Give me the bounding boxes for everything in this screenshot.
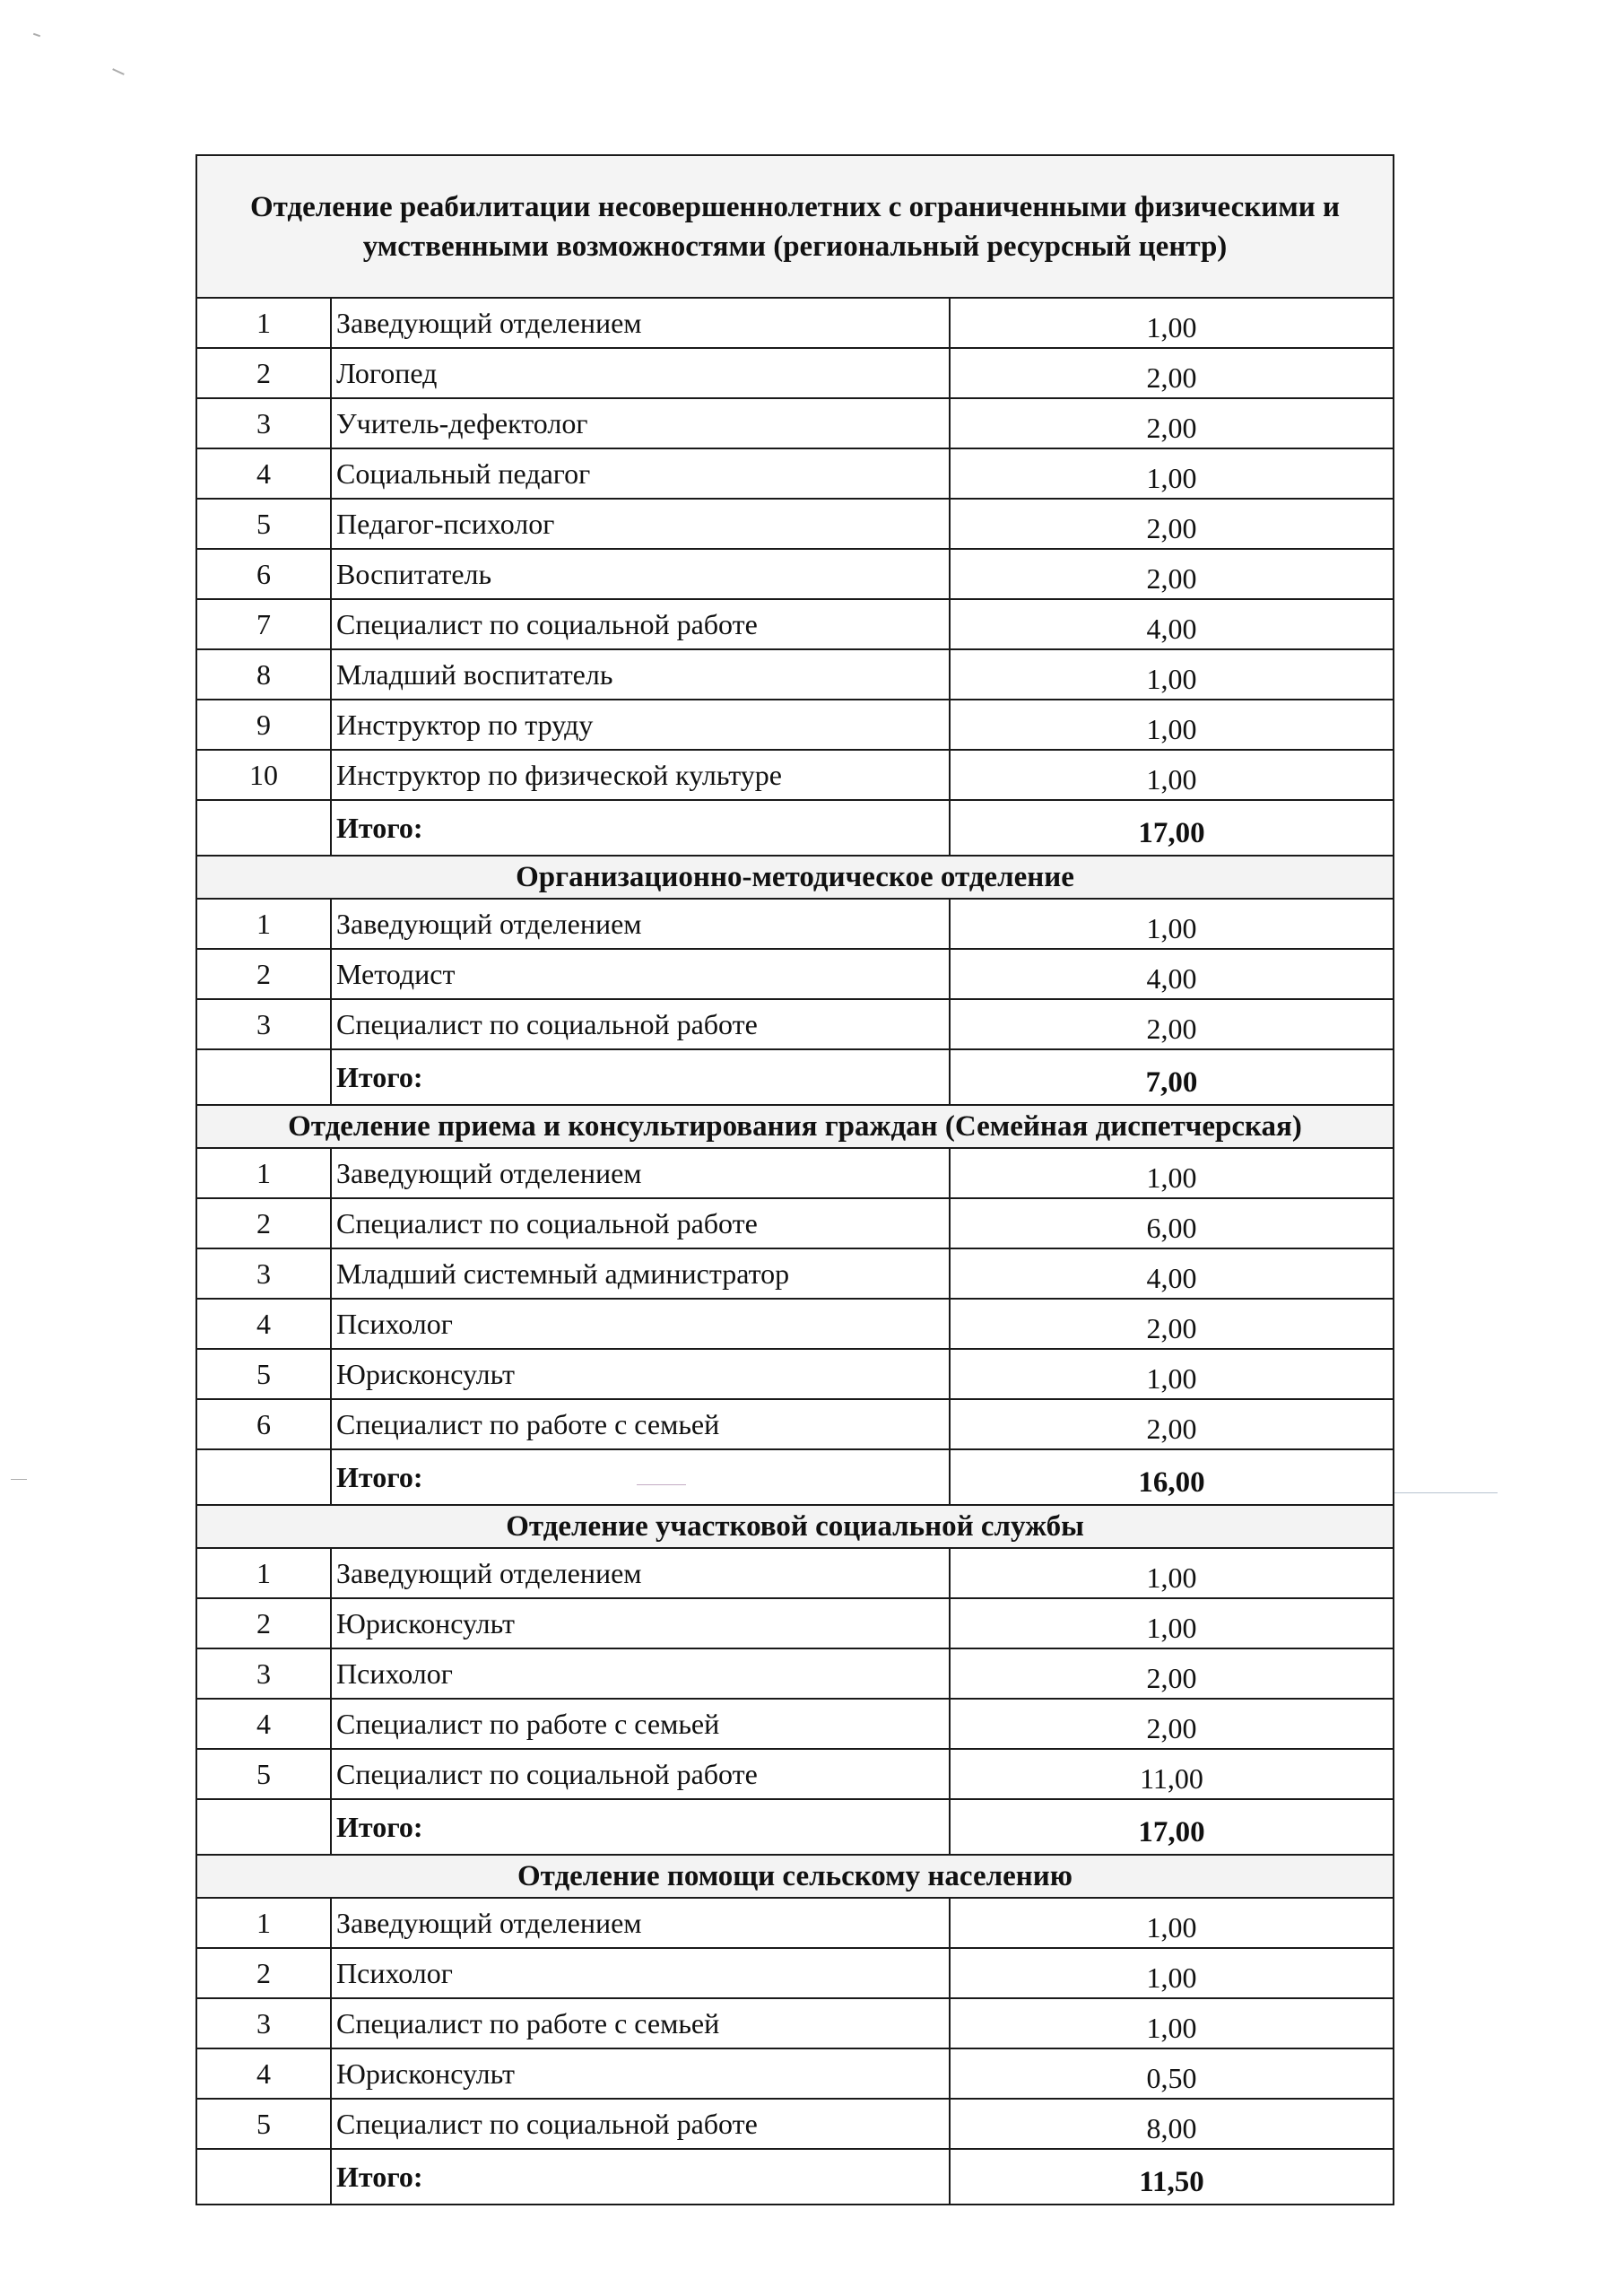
position-name: Воспитатель — [331, 549, 950, 599]
row-number: 9 — [196, 700, 331, 750]
total-row — [196, 800, 1394, 856]
position-name: Младший системный администратор — [331, 1248, 950, 1299]
row-number: 2 — [196, 1598, 331, 1648]
position-name: Специалист по работе с семьей — [331, 1699, 950, 1749]
total-label: Итого: — [331, 1799, 950, 1855]
position-name: Юрисконсульт — [331, 2048, 950, 2099]
table-row — [196, 700, 1394, 750]
row-number: 5 — [196, 499, 331, 549]
staff-rate: 1,00 — [950, 1548, 1394, 1598]
row-number: 3 — [196, 398, 331, 448]
table-row — [196, 1299, 1394, 1349]
scan-artifact — [112, 68, 125, 75]
position-name: Юрисконсульт — [331, 1598, 950, 1648]
total-value: 16,00 — [950, 1449, 1394, 1505]
staff-rate: 1,00 — [950, 448, 1394, 499]
staff-rate: 4,00 — [950, 1248, 1394, 1299]
position-name: Психолог — [331, 1299, 950, 1349]
staffing-table — [195, 154, 1394, 2205]
position-name: Методист — [331, 949, 950, 999]
staff-rate: 1,00 — [950, 1998, 1394, 2048]
row-number: 6 — [196, 549, 331, 599]
empty-cell — [196, 800, 331, 856]
section-header-row — [196, 1855, 1394, 1898]
table-row — [196, 750, 1394, 800]
position-name: Специалист по работе с семьей — [331, 1998, 950, 2048]
row-number: 1 — [196, 899, 331, 949]
table-row — [196, 1749, 1394, 1799]
row-number: 1 — [196, 298, 331, 348]
position-name: Специалист по социальной работе — [331, 599, 950, 649]
table-row — [196, 298, 1394, 348]
staff-rate: 1,00 — [950, 1148, 1394, 1198]
staff-rate: 4,00 — [950, 599, 1394, 649]
section-header-row — [196, 856, 1394, 899]
table-row — [196, 2099, 1394, 2149]
staff-rate: 0,50 — [950, 2048, 1394, 2099]
row-number: 2 — [196, 949, 331, 999]
total-label: Итого: — [331, 1449, 950, 1505]
table-row — [196, 2048, 1394, 2099]
total-row — [196, 2149, 1394, 2205]
staff-rate: 2,00 — [950, 348, 1394, 398]
table-row — [196, 649, 1394, 700]
section-title: Организационно-методическое отделение — [196, 856, 1394, 899]
row-number: 2 — [196, 1948, 331, 1998]
row-number: 4 — [196, 2048, 331, 2099]
staff-rate: 1,00 — [950, 1598, 1394, 1648]
position-name: Учитель-дефектолог — [331, 398, 950, 448]
position-name: Заведующий отделением — [331, 1148, 950, 1198]
table-row — [196, 499, 1394, 549]
position-name: Специалист по социальной работе — [331, 1749, 950, 1799]
table-row — [196, 1248, 1394, 1299]
section-title: Отделение участковой социальной службы — [196, 1505, 1394, 1548]
total-row — [196, 1449, 1394, 1505]
row-number: 5 — [196, 1349, 331, 1399]
total-label: Итого: — [331, 2149, 950, 2205]
row-number: 7 — [196, 599, 331, 649]
staff-rate: 1,00 — [950, 649, 1394, 700]
row-number: 1 — [196, 1148, 331, 1198]
row-number: 8 — [196, 649, 331, 700]
position-name: Инструктор по труду — [331, 700, 950, 750]
total-value: 17,00 — [950, 1799, 1394, 1855]
empty-cell — [196, 1049, 331, 1105]
table-row — [196, 1598, 1394, 1648]
position-name: Младший воспитатель — [331, 649, 950, 700]
row-number: 3 — [196, 999, 331, 1049]
staff-rate: 2,00 — [950, 1299, 1394, 1349]
staff-rate: 1,00 — [950, 1898, 1394, 1948]
total-label: Итого: — [331, 800, 950, 856]
table-row — [196, 949, 1394, 999]
section-title: Отделение помощи сельскому населению — [196, 1855, 1394, 1898]
row-number: 5 — [196, 2099, 331, 2149]
staff-rate: 1,00 — [950, 1349, 1394, 1399]
position-name: Педагог-психолог — [331, 499, 950, 549]
position-name: Специалист по социальной работе — [331, 2099, 950, 2149]
empty-cell — [196, 2149, 331, 2205]
table-row — [196, 1548, 1394, 1598]
position-name: Специалист по социальной работе — [331, 1198, 950, 1248]
staff-rate: 2,00 — [950, 398, 1394, 448]
position-name: Психолог — [331, 1648, 950, 1699]
position-name: Специалист по работе с семьей — [331, 1399, 950, 1449]
row-number: 3 — [196, 1248, 331, 1299]
table-row — [196, 599, 1394, 649]
empty-cell — [196, 1799, 331, 1855]
row-number: 6 — [196, 1399, 331, 1449]
staff-rate: 1,00 — [950, 899, 1394, 949]
row-number: 4 — [196, 1299, 331, 1349]
section-header-row — [196, 1105, 1394, 1148]
total-label: Итого: — [331, 1049, 950, 1105]
staffing-table-body — [196, 155, 1394, 2205]
section-title: Отделение реабилитации несовершеннолетних с ограниченными физическими и умственными возможностями (региональный ресурсный центр) — [196, 155, 1394, 298]
staff-rate: 2,00 — [950, 549, 1394, 599]
table-row — [196, 1349, 1394, 1399]
staff-rate: 4,00 — [950, 949, 1394, 999]
row-number: 10 — [196, 750, 331, 800]
row-number: 5 — [196, 1749, 331, 1799]
row-number: 2 — [196, 1198, 331, 1248]
staff-rate: 1,00 — [950, 298, 1394, 348]
staff-rate: 11,00 — [950, 1749, 1394, 1799]
total-value: 7,00 — [950, 1049, 1394, 1105]
table-row — [196, 348, 1394, 398]
scan-artifact — [33, 33, 40, 38]
empty-cell — [196, 1449, 331, 1505]
total-row — [196, 1799, 1394, 1855]
position-name: Специалист по социальной работе — [331, 999, 950, 1049]
position-name: Социальный педагог — [331, 448, 950, 499]
row-number: 3 — [196, 1998, 331, 2048]
total-row — [196, 1049, 1394, 1105]
total-value: 17,00 — [950, 800, 1394, 856]
staff-rate: 1,00 — [950, 750, 1394, 800]
staff-rate: 8,00 — [950, 2099, 1394, 2149]
row-number: 1 — [196, 1548, 331, 1598]
row-number: 1 — [196, 1898, 331, 1948]
scan-artifact — [1394, 1492, 1498, 1493]
table-row — [196, 999, 1394, 1049]
staff-rate: 2,00 — [950, 1648, 1394, 1699]
row-number: 2 — [196, 348, 331, 398]
table-row — [196, 1198, 1394, 1248]
section-header-row — [196, 155, 1394, 298]
staff-rate: 1,00 — [950, 700, 1394, 750]
position-name: Логопед — [331, 348, 950, 398]
table-row — [196, 1948, 1394, 1998]
table-row — [196, 1699, 1394, 1749]
staff-rate: 2,00 — [950, 999, 1394, 1049]
row-number: 4 — [196, 448, 331, 499]
total-value: 11,50 — [950, 2149, 1394, 2205]
scan-artifact — [11, 1479, 27, 1480]
position-name: Инструктор по физической культуре — [331, 750, 950, 800]
table-row — [196, 1399, 1394, 1449]
position-name: Юрисконсульт — [331, 1349, 950, 1399]
row-number: 4 — [196, 1699, 331, 1749]
position-name: Заведующий отделением — [331, 899, 950, 949]
table-row — [196, 398, 1394, 448]
position-name: Заведующий отделением — [331, 1898, 950, 1948]
position-name: Заведующий отделением — [331, 298, 950, 348]
table-row — [196, 1648, 1394, 1699]
section-header-row — [196, 1505, 1394, 1548]
row-number: 3 — [196, 1648, 331, 1699]
table-row — [196, 1898, 1394, 1948]
position-name: Психолог — [331, 1948, 950, 1998]
section-title: Отделение приема и консультирования граждан (Семейная диспетчерская) — [196, 1105, 1394, 1148]
table-row — [196, 1148, 1394, 1198]
table-row — [196, 899, 1394, 949]
position-name: Заведующий отделением — [331, 1548, 950, 1598]
staff-rate: 2,00 — [950, 1399, 1394, 1449]
staff-rate: 2,00 — [950, 1699, 1394, 1749]
table-row — [196, 448, 1394, 499]
table-row — [196, 549, 1394, 599]
staff-rate: 2,00 — [950, 499, 1394, 549]
staff-rate: 6,00 — [950, 1198, 1394, 1248]
staff-rate: 1,00 — [950, 1948, 1394, 1998]
table-row — [196, 1998, 1394, 2048]
